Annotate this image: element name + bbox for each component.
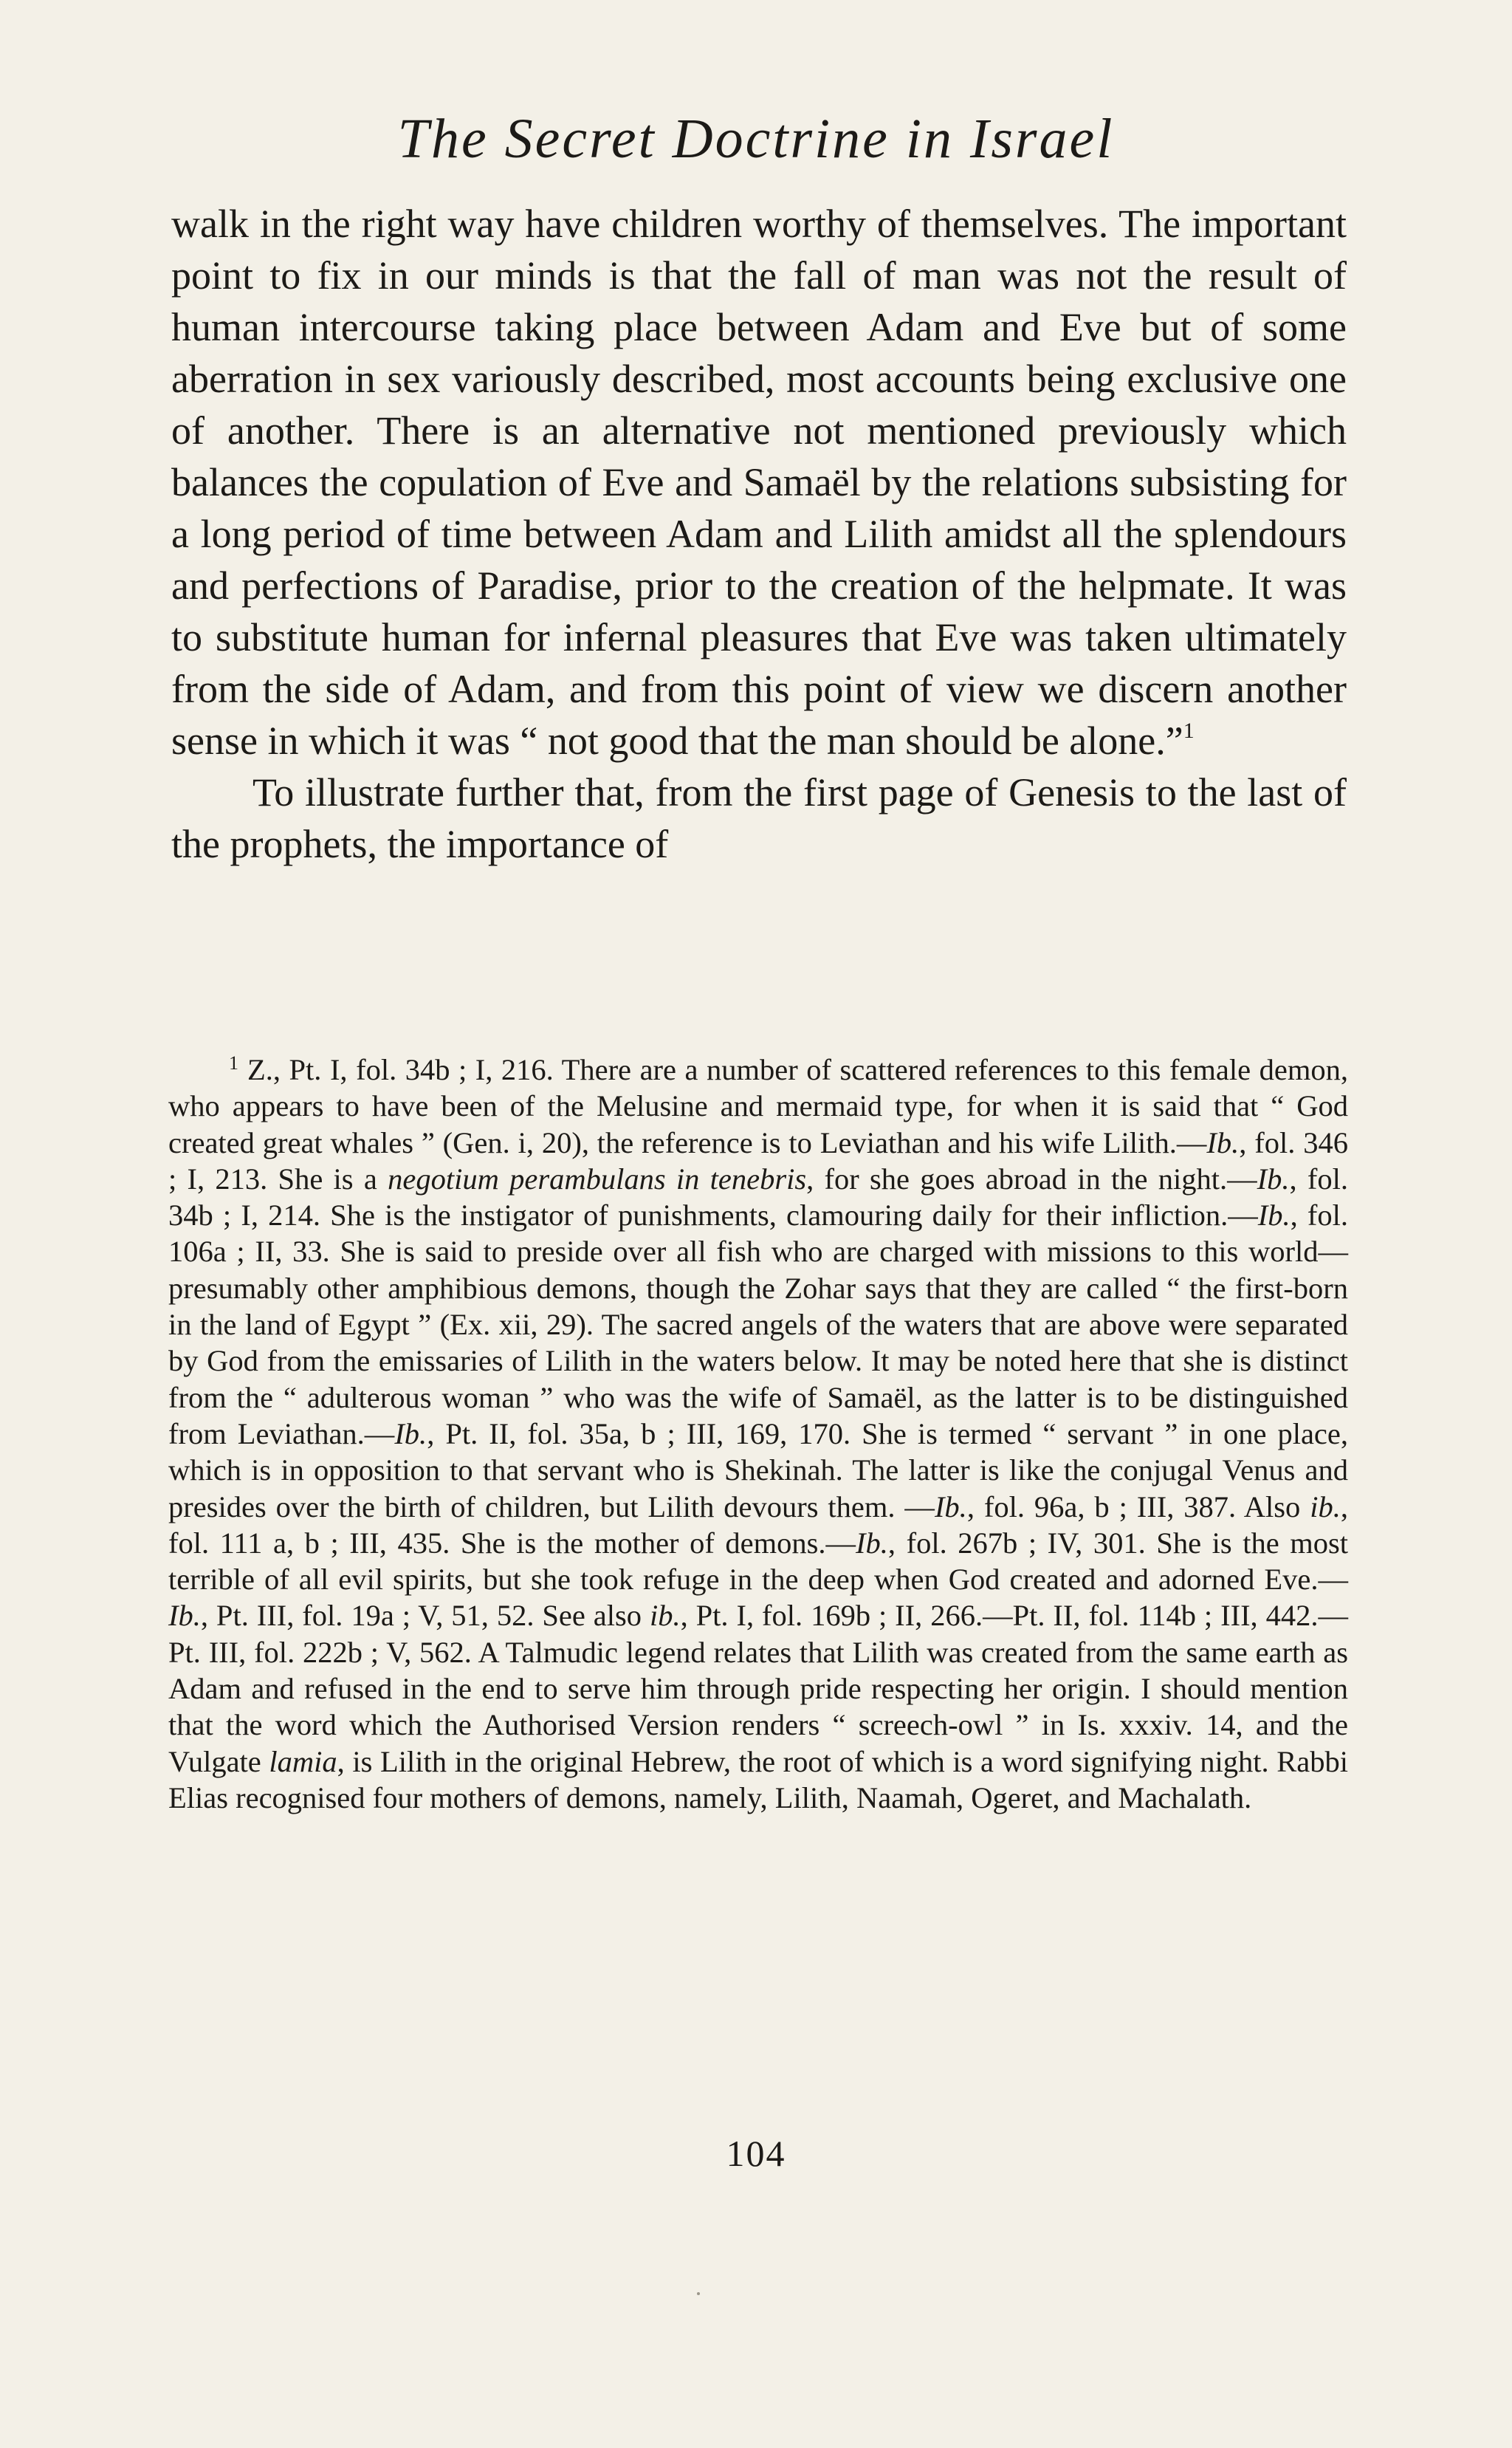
footnote-text: , Pt. III, fol. 19a ; V, 51, 52. See also [200,1599,650,1633]
body-paragraph-text: walk in the right way have children worthy of themselves. The important point to fix in our minds is that the fall of man was not the result of human intercourse taking place between Adam and Eve but of some aberration in sex variously described, most accounts being exclusive one of another. There is an alternative not mentioned previously which balances the copulation of Eve and Samaël by the relations subsisting for a long period of time between Adam and Lilith amidst all the splendours and perfections of Paradise, prior to the creation of the helpmate. It was to substitute human for infernal pleasures that Eve was taken ultimately from the side of Adam, and from this point of view we discern another sense in which it was “ not good that the man should be alone.” [171,202,1347,763]
footnote-citation: Ib. [934,1489,967,1523]
paper-speck [697,2292,700,2295]
footnote-text: , fol. 34b ; I, 214. She is the instigator of punishments, clamouring daily for their infliction.— [168,1162,1348,1232]
footnote-text: , Pt. II, fol. 35a, b ; III, 169, 170. She is termed “ servant ” in one place, which is in opposition to that servant who is Shekinah. The latter is like the conjugal Venus and presides over the birth of children, but Lilith devours them. — [168,1416,1348,1523]
footnote-text: , for she goes abroad in the night.— [806,1162,1257,1196]
page-number: 104 [726,2133,786,2174]
footnote-text: , fol. 267b ; IV, 301. She is the most terrible of all evil spirits, but she took refuge in the deep when God created and adorned Eve.— [168,1526,1349,1597]
footnote-text: Z., Pt. I, fol. 34b ; I, 216. There are a number of scattered references to this female demon, who appears to have been of the Melusine and mermaid type, for when it is said that “ God created great whales ” (Gen. i, 20), the reference is to Leviathan and his wife Lilith.— [168,1053,1348,1159]
footnote-citation: Ib. [394,1416,427,1450]
running-title: The Secret Doctrine in Israel [397,108,1115,170]
main-text [171,198,1347,870]
footnote-text: , is Lilith in the original Hebrew, the root of which is a word signifying night. Rabbi Elias recognised four mothers of demons, namely, Lilith, Naamah, Ogeret, and Machalath. [168,1744,1348,1814]
footnote [168,1052,1348,1816]
footnote-citation: Ib. [168,1599,201,1633]
footnote-text: , fol. 106a ; II, 33. She is said to preside over all fish who are charged with missions to this world—presumably other amphibious demons, though the Zohar says that they are called “ the first-born in the land of Egypt ” (Ex. xii, 29). The sacred angels of the waters that are above were separated by God from the emissaries of Lilith in the waters below. It may be noted here that she is distinct from the “ adulterous woman ” who was the wife of Samaël, as the latter is to be distinguished from Leviathan.— [168,1199,1348,1450]
footnote-text: , Pt. I, fol. 169b ; II, 266.—Pt. II, fol. 114b ; III, 442.—Pt. III, fol. 222b ; V, 562. A Talmudic legend relates that Lilith was created from the same earth as Adam and refused in the end to serve him through pride respecting her origin. I should mention that the word which the Authorised Version renders “ screech-owl ” in Is. xxxiv. 14, and the Vulgate [168,1599,1348,1778]
latin-word: lamia [269,1744,337,1778]
footnote-text: , fol. 111 a, b ; III, 435. She is the mother of demons.— [168,1489,1348,1560]
footnote-marker: 1 [229,1052,238,1074]
footnote-citation: Ib. [1257,1162,1290,1196]
footnote-citation: ib. [1310,1489,1341,1523]
footnote-citation: Ib. [1206,1125,1240,1159]
body-paragraph [171,198,1347,767]
footnote-paragraph [168,1052,1348,1816]
body-paragraph: To illustrate further that, from the first page of Genesis to the last of the prophets, the importance of [171,770,1347,866]
footnote-text: , fol. 346 ; I, 213. She is a [168,1125,1348,1196]
footnote-text: , fol. 96a, b ; III, 387. Also [966,1489,1310,1523]
footnote-citation: ib. [649,1599,681,1633]
footnote-citation: Ib. [1257,1199,1291,1232]
latin-phrase: negotium perambulans in tenebris [388,1162,807,1196]
footnote-citation: Ib. [856,1526,888,1560]
footnote-reference[interactable]: 1 [1183,719,1195,743]
